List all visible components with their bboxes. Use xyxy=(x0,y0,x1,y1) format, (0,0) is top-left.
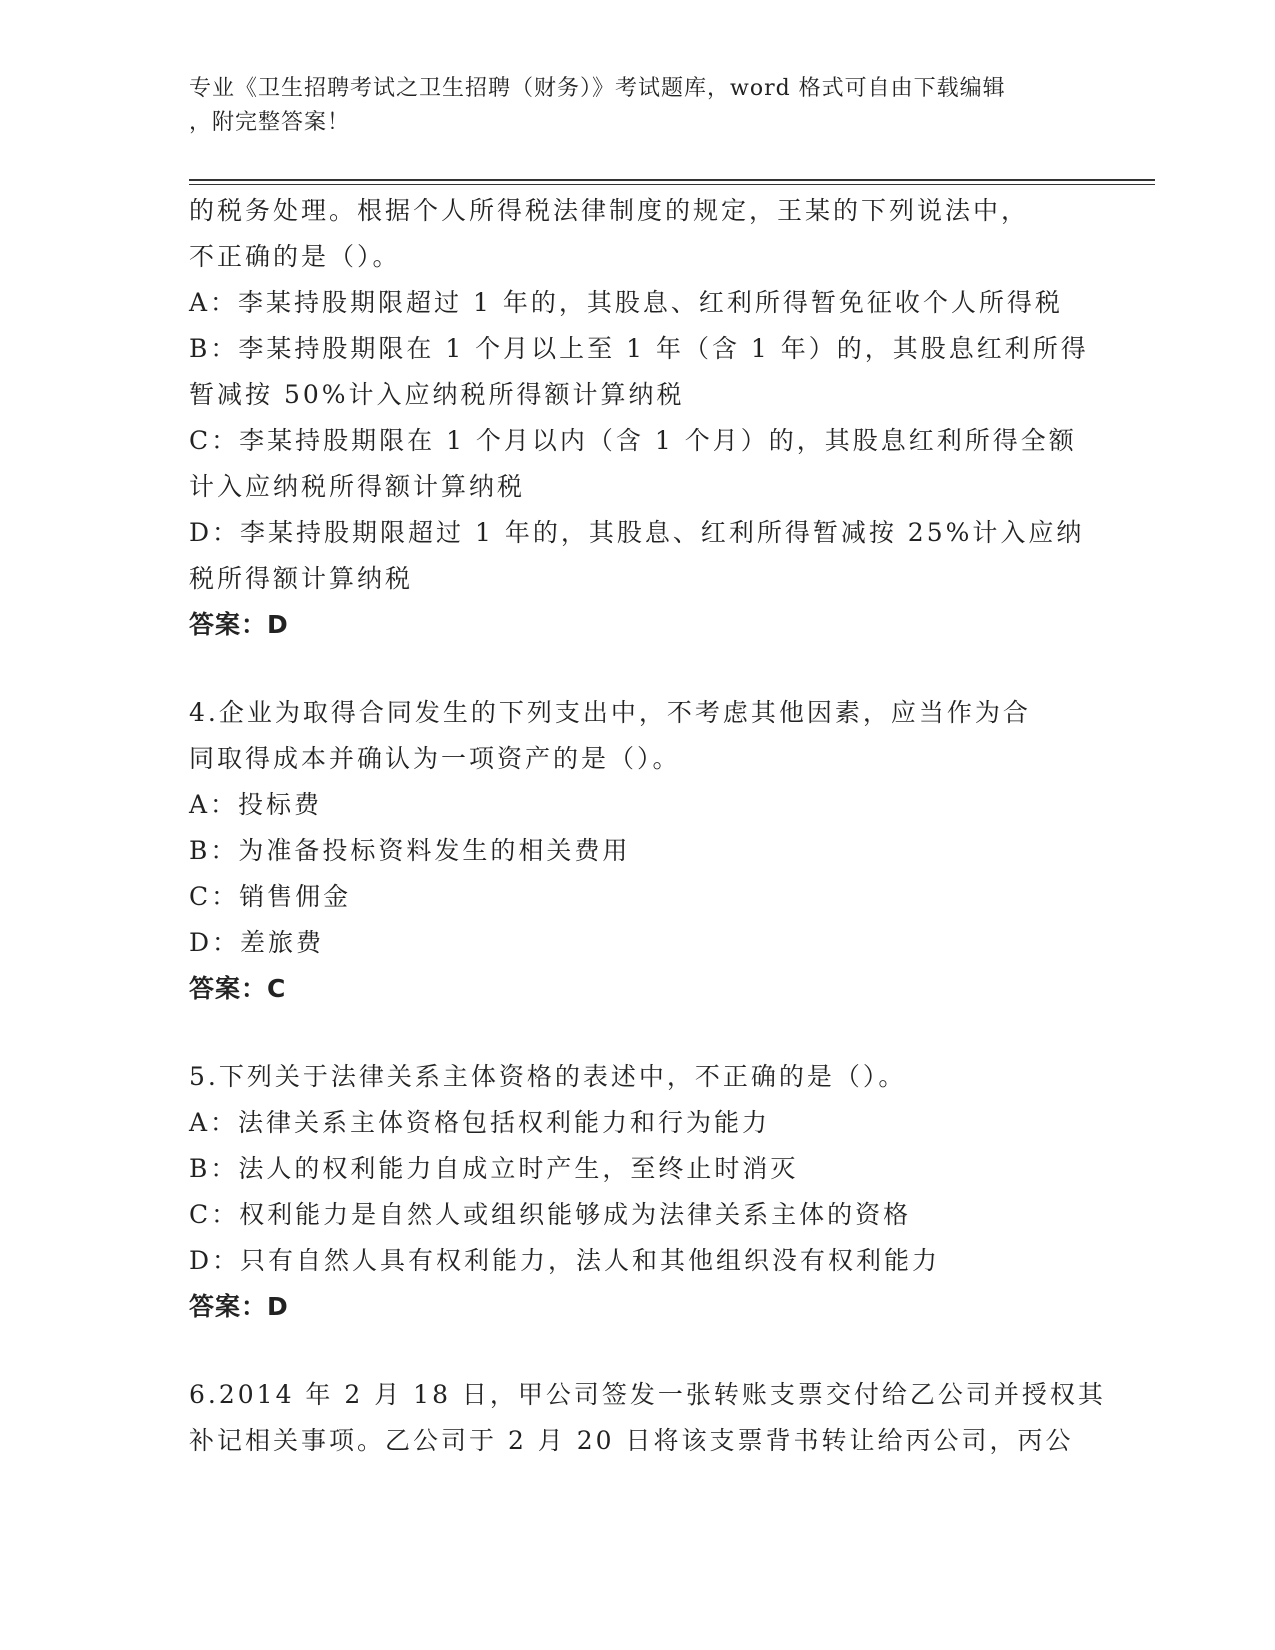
option-c: C：李某持股期限在 1 个月以内（含 1 个月）的，其股息红利所得全额 xyxy=(189,426,1077,455)
header-line-1: 专业《卫生招聘考试之卫生招聘（财务）》考试题库，word 格式可自由下载编辑 xyxy=(189,76,1006,101)
question-stem-line: 6.2014 年 2 月 18 日，甲公司签发一张转账支票交付给乙公司并授权其 xyxy=(189,1380,1106,1409)
spacer xyxy=(189,648,1089,690)
question-5 xyxy=(189,1054,1089,1330)
question-stem-line: 不正确的是（）。 xyxy=(189,242,401,271)
question-stem-line: 5.下列关于法律关系主体资格的表述中，不正确的是（）。 xyxy=(189,1062,907,1091)
option-d: D：差旅费 xyxy=(189,928,325,957)
answer-line: 答案：D xyxy=(189,1292,289,1321)
question-3 xyxy=(189,188,1089,648)
question-stem-line: 同取得成本并确认为一项资产的是（）。 xyxy=(189,744,681,773)
option-c: C：销售佣金 xyxy=(189,882,352,911)
question-stem-line: 的税务处理。根据个人所得税法律制度的规定，王某的下列说法中， xyxy=(189,196,1030,225)
header-divider xyxy=(189,179,1155,185)
option-a: A：法律关系主体资格包括权利能力和行为能力 xyxy=(189,1108,771,1137)
question-stem-line: 4.企业为取得合同发生的下列支出中，不考虑其他因素，应当作为合 xyxy=(189,698,1031,727)
answer-line: 答案：D xyxy=(189,610,289,639)
spacer xyxy=(189,1012,1089,1054)
document-body xyxy=(189,188,1106,1464)
option-a: A：投标费 xyxy=(189,790,323,819)
question-6 xyxy=(189,1372,1106,1464)
option-b: B：为准备投标资料发生的相关费用 xyxy=(189,836,631,865)
option-c: C：权利能力是自然人或组织能够成为法律关系主体的资格 xyxy=(189,1200,912,1229)
page-header xyxy=(189,72,1089,140)
option-b: B：法人的权利能力自成立时产生，至终止时消灭 xyxy=(189,1154,799,1183)
option-b-continued: 暂减按 50%计入应纳税所得额计算纳税 xyxy=(189,380,685,409)
answer-line: 答案：C xyxy=(189,974,287,1003)
spacer xyxy=(189,1330,1089,1372)
question-stem-line: 补记相关事项。乙公司于 2 月 20 日将该支票背书转让给丙公司，丙公 xyxy=(189,1426,1074,1455)
option-d: D：只有自然人具有权利能力，法人和其他组织没有权利能力 xyxy=(189,1246,941,1275)
option-d-continued: 税所得额计算纳税 xyxy=(189,564,414,593)
option-a: A：李某持股期限超过 1 年的，其股息、红利所得暂免征收个人所得税 xyxy=(189,288,1063,317)
option-c-continued: 计入应纳税所得额计算纳税 xyxy=(189,472,526,501)
option-b: B：李某持股期限在 1 个月以上至 1 年（含 1 年）的，其股息红利所得 xyxy=(189,334,1089,363)
header-line-2: ，附完整答案！ xyxy=(189,110,351,135)
option-d: D：李某持股期限超过 1 年的，其股息、红利所得暂减按 25%计入应纳 xyxy=(189,518,1085,547)
question-4 xyxy=(189,690,1089,1012)
